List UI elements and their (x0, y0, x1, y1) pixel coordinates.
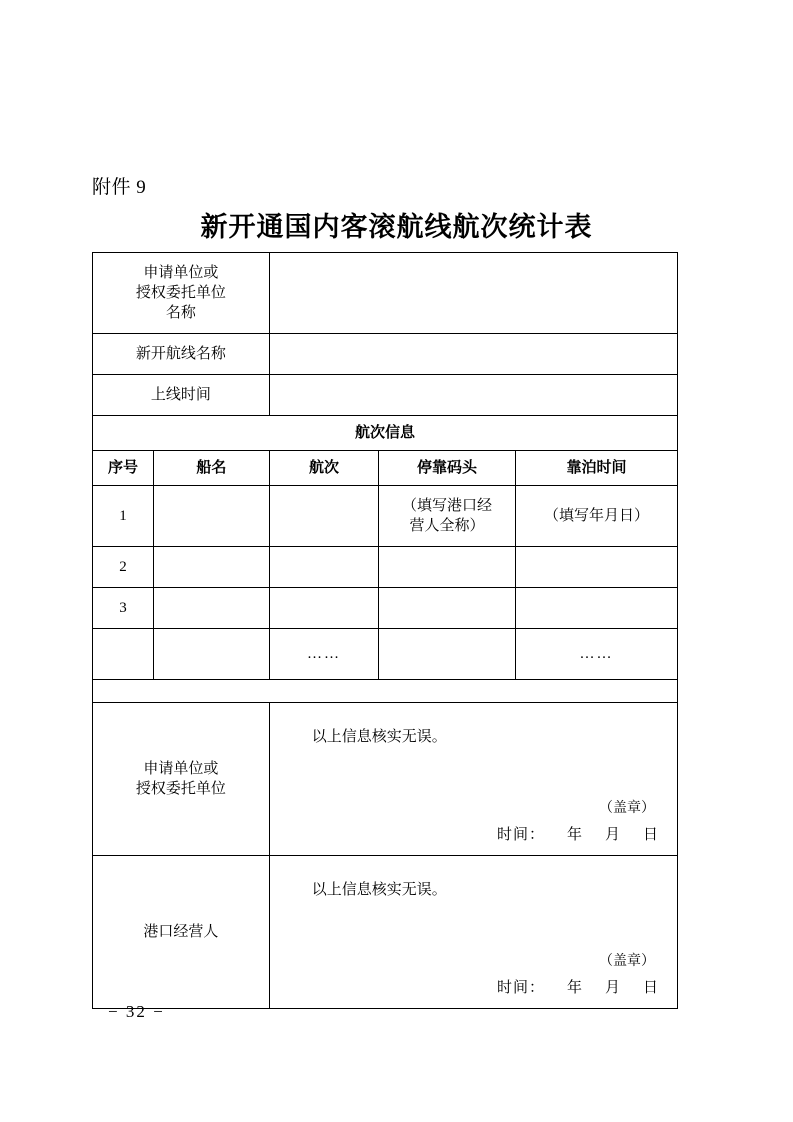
label-route-name: 新开航线名称 (93, 334, 270, 375)
signature-statement-port-operator: 以上信息核实无误。 (311, 882, 447, 898)
table-spacer-row (93, 680, 678, 703)
label-applicant-unit-line1: 申请单位或 (143, 264, 219, 281)
cell-no-3: 3 (93, 588, 154, 629)
table-row (93, 629, 678, 680)
signature-date-month-applicant: 月 (604, 826, 621, 843)
signature-date-year-port-operator: 年 (566, 979, 583, 996)
cell-berth-1-line1: （填写港口经 (402, 497, 493, 514)
signature-body-applicant[interactable] (269, 703, 677, 856)
page-title: 新开通国内客滚航线航次统计表 (200, 212, 593, 242)
cell-time-4: …… (515, 629, 677, 680)
cell-berth-1[interactable] (379, 486, 516, 547)
cell-time-3[interactable] (515, 588, 677, 629)
field-launch-time[interactable] (269, 375, 677, 416)
signature-date-prefix-applicant: 时间： (496, 826, 545, 843)
column-header-time: 靠泊时间 (515, 451, 677, 486)
spacer-cell (93, 680, 678, 703)
signature-body-port-operator[interactable] (269, 856, 677, 1009)
cell-berth-4[interactable] (379, 629, 516, 680)
signature-date-port-operator (497, 978, 659, 998)
cell-berth-1-line2: 营人全称） (409, 518, 485, 534)
signature-date-month-port-operator: 月 (604, 979, 621, 996)
column-header-berth: 停靠码头 (379, 451, 516, 486)
signature-seal-port-operator: （盖章） (599, 954, 655, 970)
column-header-ship: 船名 (154, 451, 270, 486)
cell-time-2[interactable] (515, 547, 677, 588)
signature-block-applicant (93, 703, 678, 856)
cell-voyage-3[interactable] (269, 588, 378, 629)
field-route-name[interactable] (269, 334, 677, 375)
signature-label-applicant-line2: 授权委托单位 (135, 781, 226, 797)
cell-ship-1[interactable] (154, 486, 270, 547)
cell-time-1[interactable]: （填写年月日） (515, 486, 677, 547)
signature-label-port-operator-line1: 港口经营人 (143, 923, 219, 940)
cell-ship-3[interactable] (154, 588, 270, 629)
signature-date-day-applicant: 日 (642, 826, 659, 843)
signature-block-port-operator (93, 856, 678, 1009)
cell-no-1: 1 (93, 486, 154, 547)
cell-no-2: 2 (93, 547, 154, 588)
signature-label-applicant (93, 703, 270, 856)
signature-inner-port-operator (274, 858, 673, 1006)
cell-berth-3[interactable] (379, 588, 516, 629)
signature-date-year-applicant: 年 (566, 826, 583, 843)
statistics-form-table (92, 252, 678, 1009)
signature-statement-applicant: 以上信息核实无误。 (311, 729, 447, 745)
table-row-route-name (93, 334, 678, 375)
cell-voyage-1[interactable] (269, 486, 378, 547)
column-header-no: 序号 (93, 451, 154, 486)
signature-label-applicant-line1: 申请单位或 (143, 760, 219, 777)
table-row-launch-time (93, 375, 678, 416)
label-launch-time: 上线时间 (93, 375, 270, 416)
cell-berth-2[interactable] (379, 547, 516, 588)
voyage-section-title: 航次信息 (93, 416, 678, 451)
signature-date-applicant (497, 825, 659, 845)
table-row (93, 547, 678, 588)
table-row (93, 486, 678, 547)
field-applicant-unit[interactable] (269, 253, 677, 334)
page-number: − 32 − (108, 1002, 165, 1021)
label-applicant-unit (93, 253, 270, 334)
signature-label-port-operator (93, 856, 270, 1009)
signature-seal-applicant: （盖章） (599, 801, 655, 817)
label-applicant-unit-line3: 名称 (165, 305, 196, 322)
column-header-voyage: 航次 (269, 451, 378, 486)
cell-voyage-4: …… (269, 629, 378, 680)
attachment-label: 附件 9 (92, 177, 147, 198)
cell-voyage-2[interactable] (269, 547, 378, 588)
cell-no-4 (93, 629, 154, 680)
signature-date-prefix-port-operator: 时间： (496, 979, 545, 996)
signature-date-day-port-operator: 日 (642, 979, 659, 996)
table-row (93, 588, 678, 629)
cell-ship-2[interactable] (154, 547, 270, 588)
table-header-row (93, 451, 678, 486)
table-row-applicant-unit (93, 253, 678, 334)
signature-inner-applicant (274, 705, 673, 853)
table-row-section-title (93, 416, 678, 451)
cell-ship-4[interactable] (154, 629, 270, 680)
label-applicant-unit-line2: 授权委托单位 (135, 284, 226, 301)
